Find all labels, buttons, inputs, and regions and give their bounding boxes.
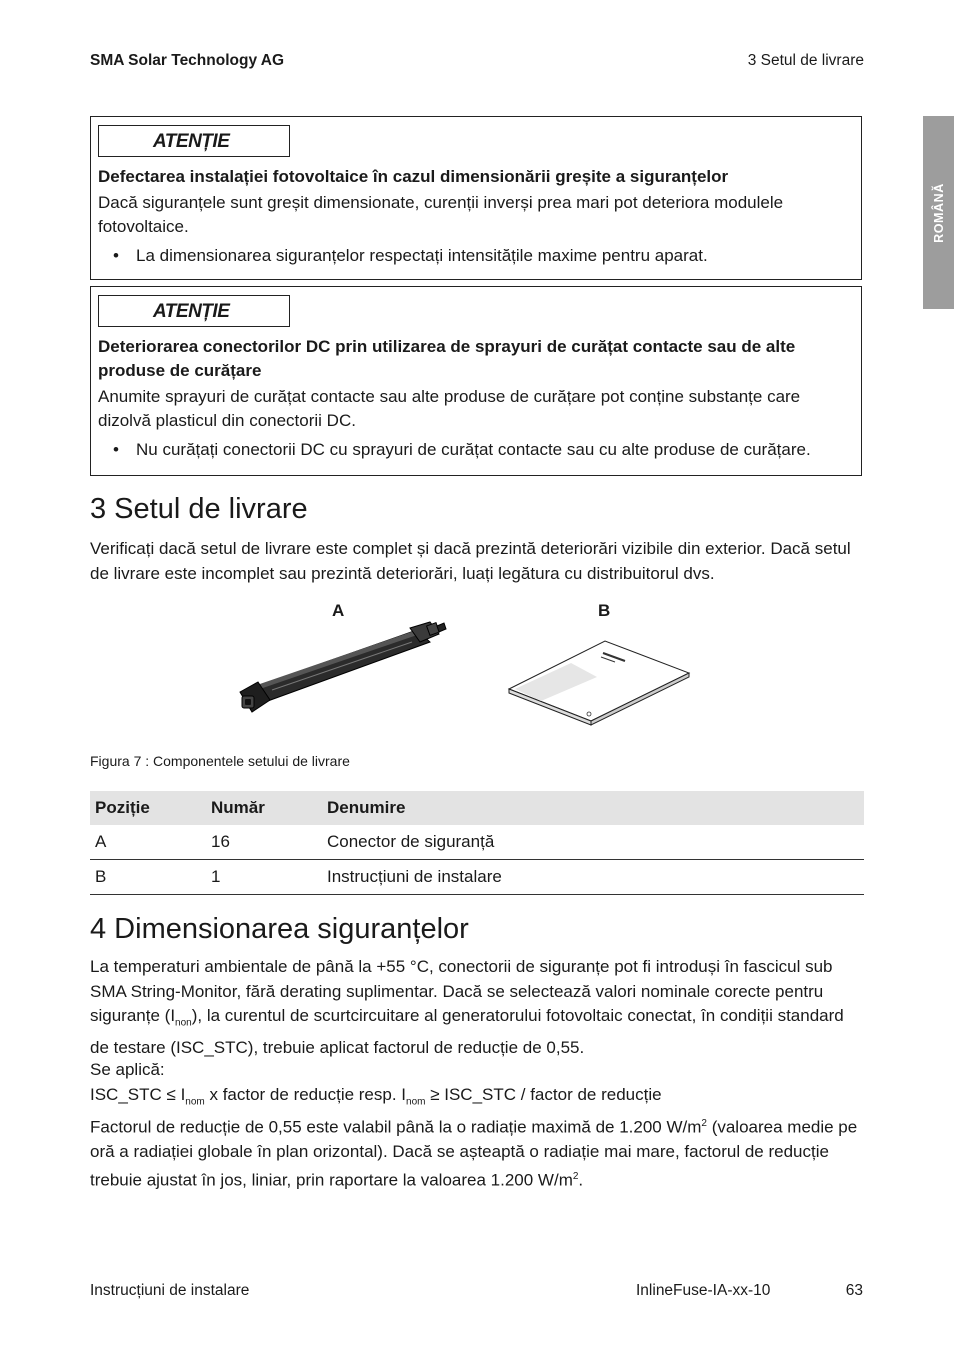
table-row [90, 825, 864, 860]
formula-part: x factor de reducție resp. I [204, 1084, 407, 1104]
formula-subscript: nom [185, 1095, 205, 1107]
header-section: 3 Setul de livrare [747, 52, 864, 69]
warning-bullet [98, 244, 853, 268]
table-header-cell: Număr [206, 791, 322, 825]
language-tab-label: ROMÂNĂ [931, 182, 946, 243]
delivery-table [90, 791, 864, 895]
warning-text: Anumite sprayuri de curățat contacte sau alte produse de curățare pot conține substanțe care dizolvă plasticul din conectorii DC. [98, 387, 801, 430]
language-tab [923, 116, 954, 309]
table-cell: B [90, 860, 206, 895]
section-4-paragraph-2 [90, 1058, 864, 1114]
p1-text-a: La temperaturi ambientale de până la +55 °C, conectorii de siguranțe pot fi introduși în fascicul sub SMA String-Monitor, fără derating suplimentar. Dacă se selectează valori nominale corecte pentru siguranțe (I [90, 957, 833, 1025]
section-4-heading: 4 Dimensionarea siguranțelor [90, 913, 469, 945]
p3-text-a: Factorul de reducție de 0,55 este valabil până la o radiație maximă de 1.200 W/m [90, 1117, 702, 1137]
p2-formula [90, 1083, 864, 1115]
warning-bullet [98, 438, 853, 462]
section-3-heading: 3 Setul de livrare [90, 493, 308, 525]
p3-superscript: 2 [572, 1170, 579, 1182]
warning-label: ATENȚIE [98, 295, 290, 327]
figure-caption: Figura 7 : Componentele setului de livrare [90, 753, 350, 769]
table-header-row [90, 791, 864, 825]
warning-bullet-text: La dimensionarea siguranțelor respectați intensitățile maxime pentru aparat. [136, 246, 708, 265]
warning-label: ATENȚIE [98, 125, 290, 157]
formula-part: ISC_STC ≤ I [90, 1084, 186, 1104]
footer-doc-type: Instrucțiuni de instalare [90, 1282, 250, 1299]
header-company: SMA Solar Technology AG [90, 52, 285, 69]
warning-title: Deteriorarea conectorilor DC prin utilizarea de sprayuri de curățat contacte sau de alte produse de curățare [98, 337, 796, 380]
figure-label-b: B [598, 601, 611, 620]
footer-page-number: 63 [845, 1282, 863, 1299]
footer-doc-code: InlineFuse-IA-xx-10 [636, 1282, 771, 1299]
p3-superscript: 2 [701, 1118, 707, 1129]
table-header-cell: Denumire [322, 791, 864, 825]
bullet-dot: • [113, 246, 119, 265]
fuse-connector-illustration [232, 620, 452, 720]
formula-subscript: nom [406, 1095, 426, 1107]
warning-bullet-text: Nu curățați conectorii DC cu sprayuri de curățat contacte sau cu alte produse de curățare. [136, 440, 811, 459]
table-header-cell: Poziție [90, 791, 206, 825]
table-cell: A [90, 825, 206, 860]
formula-part: ≥ ISC_STC / factor de reducție [425, 1084, 662, 1104]
warning-box-fuses [90, 116, 862, 280]
table-cell: 16 [206, 825, 322, 860]
p1-subscript: non [175, 1017, 192, 1029]
p3-text-c: . [578, 1170, 584, 1190]
warning-title: Defectarea instalației fotovoltaice în cazul dimensionării greșite a siguranțelor [98, 167, 729, 186]
p1-text-b: ), la curentul de scurtcircuitare al generatorului fotovoltaic conectat, în condiții standard de testare (ISC_STC), trebuie aplicat factorul de reducție de 0,55. [90, 1006, 844, 1057]
table-cell: Instrucțiuni de instalare [322, 860, 864, 895]
section-4-paragraph-1 [90, 955, 864, 1060]
section-3-text: Verificați dacă setul de livrare este complet și dacă prezintă deteriorări vizibile din exterior. Dacă setul de livrare este incomplet sau prezintă deteriorări, luați legătura cu distribuitorul dvs. [90, 539, 851, 583]
p2-line-1: Se aplică: [90, 1060, 165, 1079]
warning-text: Dacă siguranțele sunt greșit dimensionate, curenții inverși prea mari pot deteriora modulele fotovoltaice. [98, 193, 784, 236]
p3-text-b: (valoarea medie pe oră a radiației globale în plan orizontal). Dacă se așteaptă o radiație mai mare, factorul de reducție trebuie ajustat în jos, liniar, prin raportare la valoarea 1.200 W/m [90, 1117, 858, 1190]
section-4-paragraph-3 [90, 1112, 864, 1193]
installation-manual-illustration [505, 637, 695, 727]
bullet-dot: • [113, 440, 119, 459]
table-cell: Conector de siguranță [322, 825, 864, 860]
table-row [90, 860, 864, 895]
figure-label-a: A [332, 601, 345, 620]
table-cell: 1 [206, 860, 322, 895]
warning-box-dc-connectors [90, 286, 862, 476]
